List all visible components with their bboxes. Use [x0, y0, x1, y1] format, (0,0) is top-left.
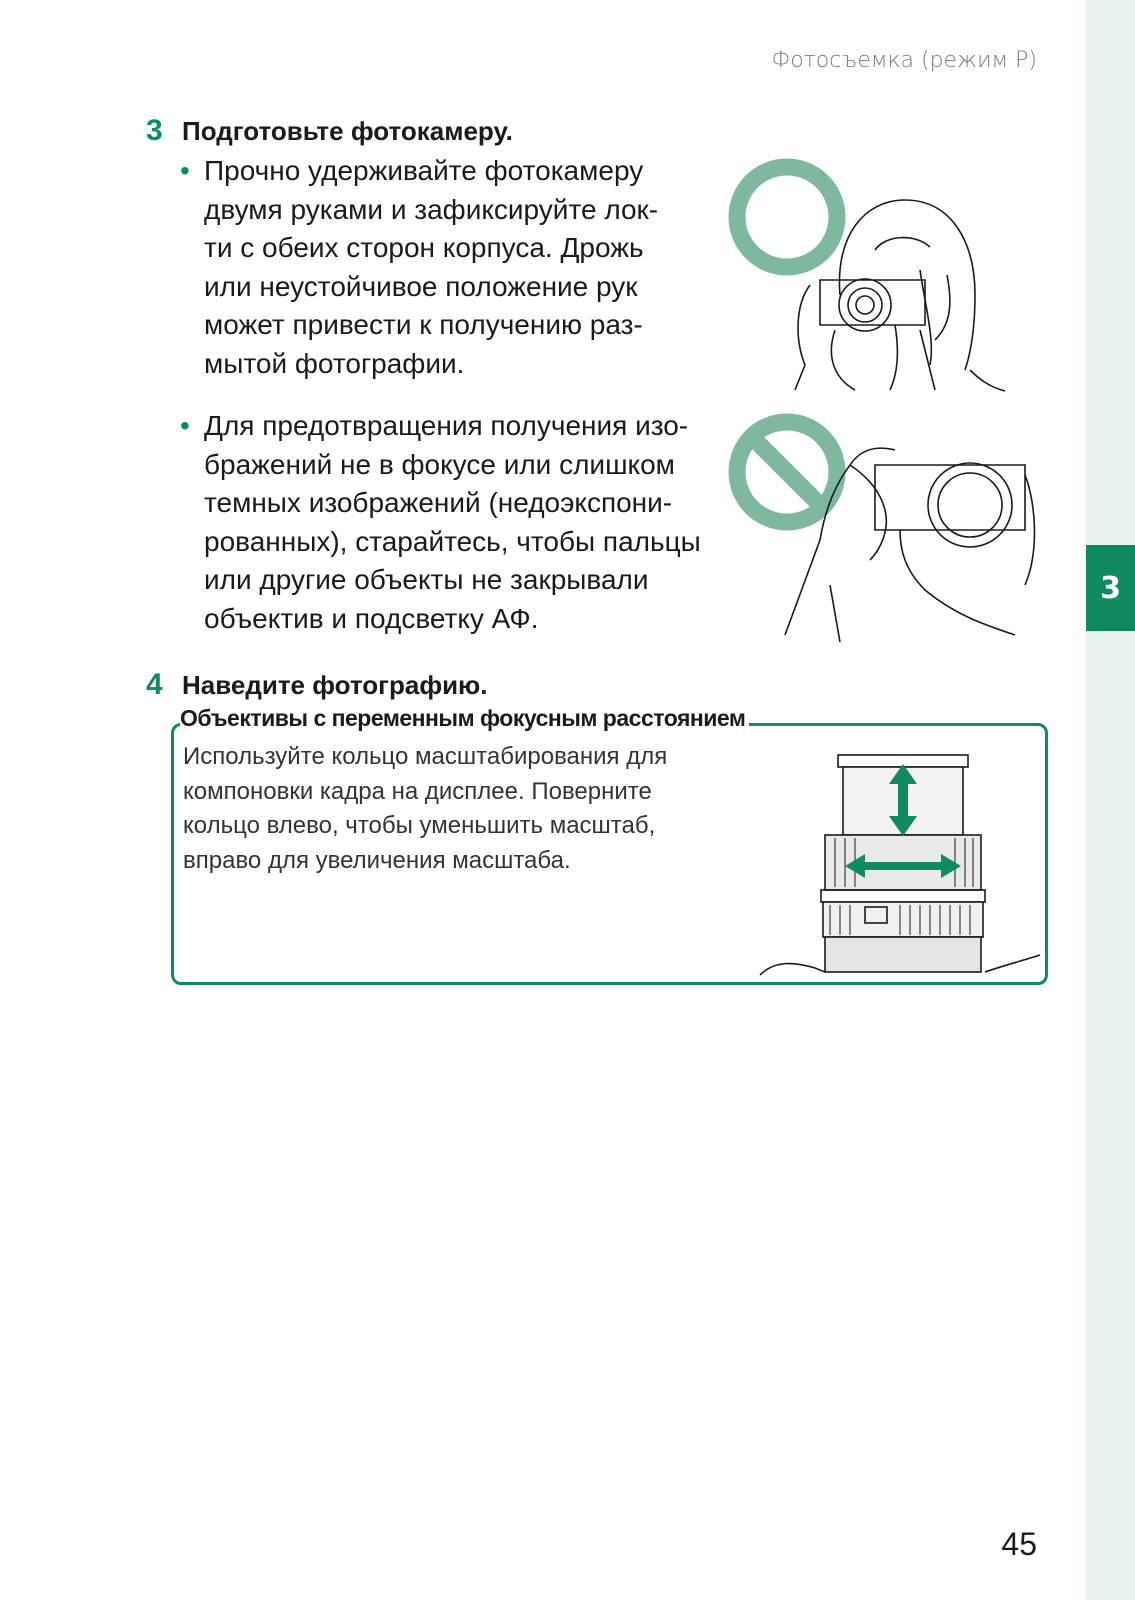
wrong-grip-illustration [725, 410, 1045, 642]
ok-circle-icon [737, 167, 837, 267]
running-header: Фотосъемка (режим P) [771, 48, 1037, 73]
bullet-item [180, 152, 710, 384]
step-number: 3 [146, 114, 163, 147]
bullet-marker: • [180, 410, 190, 441]
text-line: вправо для увеличения масштаба. [183, 846, 571, 874]
side-strip [1086, 0, 1135, 1600]
text-line: или неустойчивое положение рук [204, 270, 638, 302]
text-line: ти с обеих сторон корпуса. Дрожь [204, 232, 644, 264]
bullet-item [180, 407, 710, 639]
text-line: двумя руками и зафиксируйте лок- [204, 193, 659, 225]
text-line: компоновки кадра на дисплее. Поверните [183, 777, 652, 805]
step-title: Подготовьте фотокамеру. [182, 116, 513, 146]
zoom-lens-illustration [755, 750, 1045, 980]
text-line: или другие объекты не закрывали [204, 564, 649, 596]
correct-grip-illustration [725, 155, 1025, 395]
step-number: 4 [146, 668, 163, 701]
text-line: темных изображений (недоэкспони- [204, 487, 673, 519]
step-title: Наведите фотографию. [182, 670, 488, 700]
text-line: бражений не в фокусе или слишком [204, 448, 675, 480]
text-line: Для предотвращения получения изо- [204, 410, 689, 441]
note-text [183, 740, 743, 878]
text-line: рованных), старайтесь, чтобы пальцы [204, 525, 701, 557]
chapter-tab[interactable]: 3 [1086, 545, 1135, 631]
bullet-marker: • [180, 155, 190, 186]
text-line: кольцо влево, чтобы уменьшить масштаб, [183, 812, 656, 839]
text-line: Прочно удерживайте фотокамеру [204, 155, 644, 186]
page-number: 45 [1001, 1526, 1037, 1562]
note-title: Объективы с переменным фокусным расстоянием [180, 705, 749, 732]
text-line: Используйте кольцо масштабирования для [183, 743, 668, 770]
text-line: объектив и подсветку АФ. [204, 602, 539, 634]
text-line: мытой фотографии. [204, 347, 465, 379]
text-line: может привести к получению раз- [204, 309, 643, 341]
